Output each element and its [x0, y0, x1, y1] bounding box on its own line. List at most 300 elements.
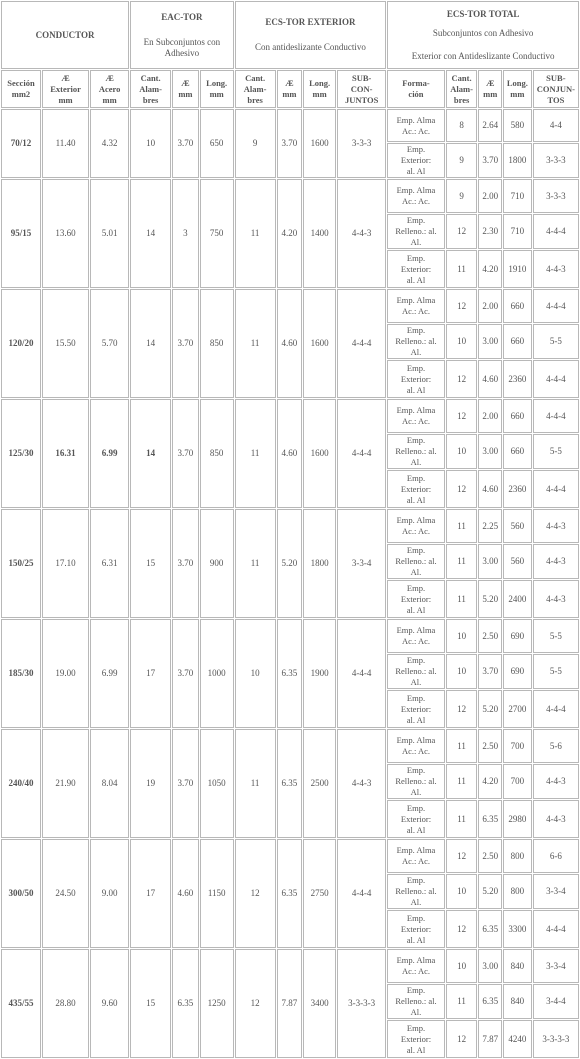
- cell-formacion-line: Emp.: [406, 144, 426, 154]
- col-total-cant-line: bres: [453, 94, 470, 105]
- table-body: [1, 109, 579, 1058]
- cell-eac-diam: 3.70: [172, 509, 199, 618]
- col-ext-diam-line: Æ: [285, 78, 294, 88]
- cell-formacion-line: Al.: [410, 897, 422, 907]
- col-ext-sub: [337, 70, 386, 108]
- cell-ext-sub: 3-3-3-3: [337, 949, 386, 1058]
- cell-ext-long: 2500: [303, 729, 336, 838]
- cell-formacion-line: Exterior:: [400, 593, 432, 604]
- cell-formacion-line: Ac.: Ac.: [401, 526, 431, 536]
- col-total-sub-line: TOS: [547, 94, 565, 105]
- cell-formacion-line: Emp. Alma: [396, 625, 436, 635]
- cell-total-long: 2360: [503, 470, 532, 508]
- cell-formacion: [387, 360, 444, 398]
- col-eac-diam-line: mm: [178, 89, 193, 99]
- cell-total-sub: 3-3-3: [533, 179, 579, 213]
- cell-total-sub: 4-4-3: [533, 544, 579, 579]
- cell-eac-long: 650: [200, 109, 234, 178]
- cell-formacion: [387, 1020, 444, 1058]
- cell-total-long: 2400: [503, 580, 532, 618]
- cell-total-sub: 3-3-3: [533, 143, 579, 178]
- col-seccion-line: mm2: [11, 89, 31, 99]
- cell-total-diam: 2.00: [478, 179, 502, 213]
- col-total-cant-line: Alam-: [450, 83, 473, 94]
- cell-total-sub: 4-4-3: [533, 800, 579, 838]
- cell-exterior: 15.50: [42, 289, 89, 398]
- cell-total-cant: 10: [446, 949, 478, 983]
- cell-formacion: [387, 324, 444, 359]
- cell-total-sub: 5-5: [533, 619, 579, 653]
- cell-total-cant: 12: [446, 214, 478, 249]
- cell-formacion-line: Ac.: Ac.: [401, 856, 431, 866]
- cell-ext-sub: 4-4-4: [337, 399, 386, 508]
- cell-formacion-line: Emp.: [406, 692, 426, 703]
- cell-eac-diam: 3.70: [172, 289, 199, 398]
- cell-ext-sub: 3-3-4: [337, 509, 386, 618]
- cell-formacion: [387, 250, 444, 288]
- cell-total-cant: 11: [446, 729, 478, 763]
- cell-total-long: 700: [503, 764, 532, 799]
- cell-formacion-line: Emp.: [406, 362, 426, 373]
- cell-total-sub: 4-4-3: [533, 580, 579, 618]
- cell-formacion-line: Relleno.: al.: [395, 996, 437, 1006]
- col-acero-line: mm: [102, 94, 117, 105]
- cell-total-cant: 12: [446, 399, 478, 433]
- cell-total-diam: 2.64: [478, 109, 502, 142]
- cell-eac-long: 750: [200, 179, 234, 288]
- col-exterior-line: mm: [58, 94, 73, 105]
- cell-formacion: [387, 690, 444, 728]
- col-ext-sub-line: CON-: [350, 83, 373, 94]
- cell-formacion: [387, 470, 444, 508]
- col-eac-diam: [172, 70, 199, 108]
- cell-total-cant: 10: [446, 324, 478, 359]
- cell-formacion-line: al. Al: [406, 714, 426, 725]
- cell-formacion: [387, 729, 444, 763]
- cell-total-sub: 4-4-3: [533, 250, 579, 288]
- cell-formacion-line: al. Al: [406, 274, 426, 285]
- cell-eac-cant: 14: [130, 399, 171, 508]
- col-formacion-line: ción: [408, 89, 424, 99]
- cell-formacion: [387, 764, 444, 799]
- cell-ext-cant: 12: [235, 839, 276, 948]
- cell-formacion-line: Relleno.: al.: [395, 336, 437, 346]
- cell-total-long: 2980: [503, 800, 532, 838]
- cell-total-sub: 5-5: [533, 654, 579, 689]
- cell-total-sub: 4-4-4: [533, 360, 579, 398]
- cell-formacion: [387, 800, 444, 838]
- table-row: [1, 839, 579, 873]
- cell-formacion-line: Relleno.: al.: [395, 556, 437, 566]
- col-eac-long-line: mm: [209, 89, 224, 99]
- col-total-diam-line: mm: [483, 89, 498, 99]
- col-eac-diam-line: Æ: [181, 78, 190, 88]
- col-total-long-line: mm: [510, 89, 525, 99]
- col-total-sub: [533, 70, 579, 108]
- cell-total-long: 660: [503, 399, 532, 433]
- cell-acero: 4.32: [90, 109, 129, 178]
- cell-ext-long: 1900: [303, 619, 336, 728]
- cell-formacion-line: Al.: [410, 457, 422, 467]
- cell-formacion-line: Al.: [410, 347, 422, 357]
- cell-formacion-line: Ac.: Ac.: [401, 125, 431, 136]
- col-total-long-line: Long.: [506, 78, 528, 88]
- cell-formacion-line: Emp. Alma: [396, 185, 436, 195]
- cell-total-diam: 3.70: [478, 654, 502, 689]
- col-formacion-line: Forma-: [402, 78, 430, 88]
- col-acero-line: Acero: [98, 83, 121, 94]
- col-acero: [90, 70, 129, 108]
- cell-total-cant: 12: [446, 289, 478, 323]
- cell-formacion-line: Emp.: [406, 252, 426, 263]
- cell-formacion: [387, 874, 444, 909]
- cell-formacion: [387, 544, 444, 579]
- cell-total-long: 2360: [503, 360, 532, 398]
- cell-formacion-line: Ac.: Ac.: [401, 196, 431, 206]
- table-row: [1, 179, 579, 213]
- cell-total-sub: 4-4-4: [533, 214, 579, 249]
- cell-formacion: [387, 949, 444, 983]
- cell-formacion: [387, 289, 444, 323]
- cell-total-sub: 4-4-3: [533, 509, 579, 543]
- cell-total-sub: 4-4: [533, 109, 579, 142]
- cell-ext-diam: 4.20: [277, 179, 303, 288]
- header-ecs-exterior-title: ECS-TOR EXTERIOR: [265, 17, 356, 27]
- cell-ext-cant: 11: [235, 179, 276, 288]
- cell-total-cant: 12: [446, 839, 478, 873]
- header-ecs-total-title: ECS-TOR TOTAL: [446, 8, 520, 19]
- cell-formacion-line: Ac.: Ac.: [401, 636, 431, 646]
- cell-total-long: 3300: [503, 910, 532, 948]
- cell-formacion-line: Exterior:: [400, 483, 432, 494]
- cell-total-sub: 4-4-3: [533, 764, 579, 799]
- cell-total-long: 710: [503, 214, 532, 249]
- cell-eac-diam: 3.70: [172, 729, 199, 838]
- cell-ext-cant: 11: [235, 399, 276, 508]
- header-ecs-exterior: [235, 1, 387, 69]
- cell-formacion: [387, 214, 444, 249]
- cell-formacion-line: Emp. Alma: [396, 955, 436, 965]
- cell-formacion-line: Emp.: [406, 545, 426, 555]
- cell-total-cant: 12: [446, 360, 478, 398]
- cell-total-diam: 6.35: [478, 984, 502, 1019]
- cell-total-long: 690: [503, 654, 532, 689]
- header-ecs-total-subtitle-2: Exterior con Antideslizante Conductivo: [411, 50, 555, 61]
- cell-formacion-line: Ac.: Ac.: [401, 306, 431, 316]
- cell-total-cant: 9: [446, 143, 478, 178]
- cell-total-sub: 5-5: [533, 434, 579, 469]
- cell-total-long: 800: [503, 874, 532, 909]
- cell-ext-sub: 4-4-4: [337, 839, 386, 948]
- cell-total-cant: 10: [446, 619, 478, 653]
- cell-seccion: 435/55: [1, 949, 41, 1058]
- cell-ext-long: 1600: [303, 289, 336, 398]
- col-ext-long-line: Long.: [309, 78, 331, 88]
- cell-total-sub: 3-3-3-3: [533, 1020, 579, 1058]
- cell-total-cant: 10: [446, 654, 478, 689]
- cell-ext-sub: 4-4-3: [337, 729, 386, 838]
- col-eac-cant-line: Cant.: [140, 72, 161, 83]
- cell-eac-diam: 3.70: [172, 109, 199, 178]
- cell-total-long: 560: [503, 544, 532, 579]
- cell-total-sub: 4-4-4: [533, 470, 579, 508]
- cell-total-cant: 11: [446, 509, 478, 543]
- col-ext-cant-line: Cant.: [245, 72, 266, 83]
- cell-formacion-line: Emp. Alma: [396, 515, 436, 525]
- cell-formacion-line: Emp.: [406, 985, 426, 995]
- cell-seccion: 185/30: [1, 619, 41, 728]
- header-ecs-total: [387, 1, 579, 69]
- cell-total-cant: 12: [446, 690, 478, 728]
- cell-total-sub: 4-4-4: [533, 289, 579, 323]
- cell-formacion-line: Emp. Alma: [396, 735, 436, 745]
- header-conductor: CONDUCTOR: [1, 1, 129, 69]
- cell-ext-cant: 12: [235, 949, 276, 1058]
- cell-total-diam: 5.20: [478, 690, 502, 728]
- cell-formacion: [387, 984, 444, 1019]
- table-row: [1, 109, 579, 142]
- col-ext-cant: [235, 70, 276, 108]
- cell-total-long: 1910: [503, 250, 532, 288]
- cell-seccion: 70/12: [1, 109, 41, 178]
- col-ext-cant-line: Alam-: [243, 83, 267, 94]
- col-ext-sub-line: JUNTOS: [344, 94, 379, 105]
- cell-total-diam: 6.35: [478, 910, 502, 948]
- cell-ext-cant: 11: [235, 509, 276, 618]
- cell-total-sub: 3-4-4: [533, 984, 579, 1019]
- cell-eac-cant: 19: [130, 729, 171, 838]
- cell-formacion-line: Emp. Alma: [396, 295, 436, 305]
- cell-total-long: 710: [503, 179, 532, 213]
- cell-formacion-line: Exterior:: [400, 923, 432, 934]
- cell-formacion: [387, 619, 444, 653]
- cell-eac-long: 1150: [200, 839, 234, 948]
- cell-total-diam: 3.00: [478, 324, 502, 359]
- cell-formacion-line: al. Al: [406, 494, 426, 505]
- cell-exterior: 21.90: [42, 729, 89, 838]
- cell-total-long: 840: [503, 984, 532, 1019]
- cell-total-long: 2700: [503, 690, 532, 728]
- cell-total-long: 690: [503, 619, 532, 653]
- cell-exterior: 11.40: [42, 109, 89, 178]
- cell-ext-diam: 4.60: [277, 289, 303, 398]
- cell-total-long: 660: [503, 434, 532, 469]
- cell-formacion-line: Emp.: [406, 325, 426, 335]
- cell-total-long: 700: [503, 729, 532, 763]
- cell-total-long: 4240: [503, 1020, 532, 1058]
- cell-formacion-line: Ac.: Ac.: [401, 416, 431, 426]
- cell-eac-long: 1050: [200, 729, 234, 838]
- cell-eac-cant: 10: [130, 109, 171, 178]
- col-ext-cant-line: bres: [247, 94, 263, 105]
- cell-total-long: 560: [503, 509, 532, 543]
- cell-formacion-line: Al.: [410, 787, 422, 797]
- cell-ext-diam: 3.70: [277, 109, 303, 178]
- col-total-cant: [446, 70, 478, 108]
- cell-ext-long: 1600: [303, 109, 336, 178]
- cell-formacion: [387, 839, 444, 873]
- cell-formacion-line: Emp.: [406, 472, 426, 483]
- cell-formacion: [387, 143, 444, 178]
- col-total-diam: [478, 70, 502, 108]
- cell-formacion-line: Emp.: [406, 215, 426, 225]
- cell-ext-diam: 6.35: [277, 729, 303, 838]
- col-total-cant-line: Cant.: [451, 72, 472, 83]
- cell-total-cant: 11: [446, 544, 478, 579]
- table-row: [1, 399, 579, 433]
- cell-formacion: [387, 399, 444, 433]
- cell-formacion: [387, 109, 444, 142]
- cell-formacion-line: Emp.: [406, 802, 426, 813]
- cell-seccion: 300/50: [1, 839, 41, 948]
- cell-total-sub: 5-6: [533, 729, 579, 763]
- cell-acero: 8.04: [90, 729, 129, 838]
- cell-formacion-line: Emp. Alma: [396, 405, 436, 415]
- cell-total-cant: 12: [446, 470, 478, 508]
- cell-total-sub: 6-6: [533, 839, 579, 873]
- cell-seccion: 240/40: [1, 729, 41, 838]
- cell-total-diam: 2.50: [478, 619, 502, 653]
- cell-total-sub: 4-4-4: [533, 690, 579, 728]
- cell-total-cant: 9: [446, 179, 478, 213]
- col-total-diam-line: Æ: [485, 78, 495, 88]
- cell-total-diam: 3.00: [478, 544, 502, 579]
- cell-formacion-line: al. Al: [406, 384, 426, 395]
- cell-ext-long: 2750: [303, 839, 336, 948]
- cell-total-cant: 12: [446, 1020, 478, 1058]
- header-eac-tor-title: EAC-TOR: [161, 11, 203, 22]
- cell-total-diam: 5.20: [478, 580, 502, 618]
- cell-total-long: 660: [503, 324, 532, 359]
- cell-formacion-line: Al.: [410, 237, 422, 247]
- table-row: [1, 619, 579, 653]
- cell-total-cant: 12: [446, 910, 478, 948]
- cell-ext-diam: 7.87: [277, 949, 303, 1058]
- cell-acero: 5.01: [90, 179, 129, 288]
- col-eac-long: [200, 70, 234, 108]
- cell-formacion-line: al. Al: [406, 604, 426, 615]
- cell-formacion-line: Exterior:: [400, 263, 432, 274]
- cell-total-diam: 4.60: [478, 360, 502, 398]
- cell-formacion-line: Emp.: [406, 435, 426, 445]
- cell-total-diam: 7.87: [478, 1020, 502, 1058]
- col-eac-cant-line: Alam-: [139, 83, 162, 94]
- cell-total-diam: 2.30: [478, 214, 502, 249]
- col-eac-cant: [130, 70, 171, 108]
- cell-formacion-line: Emp. Alma: [396, 845, 436, 855]
- cell-total-diam: 5.20: [478, 874, 502, 909]
- cell-total-sub: 4-4-4: [533, 399, 579, 433]
- cell-total-cant: 11: [446, 764, 478, 799]
- cell-formacion-line: Al.: [410, 677, 422, 687]
- cell-formacion: [387, 179, 444, 213]
- cell-formacion-line: Relleno.: al.: [395, 886, 437, 896]
- cell-total-cant: 11: [446, 984, 478, 1019]
- col-eac-cant-line: bres: [142, 94, 159, 105]
- cell-formacion-line: Ac.: Ac.: [401, 746, 431, 756]
- col-seccion-line: Sección: [7, 78, 35, 88]
- cell-total-diam: 2.50: [478, 839, 502, 873]
- cell-ext-sub: 4-4-4: [337, 619, 386, 728]
- cell-exterior: 13.60: [42, 179, 89, 288]
- cell-formacion-line: Relleno.: al.: [395, 776, 437, 786]
- cell-total-sub: 3-3-4: [533, 874, 579, 909]
- col-exterior-line: Æ: [61, 72, 70, 83]
- cell-total-diam: 4.60: [478, 470, 502, 508]
- cell-exterior: 16.31: [42, 399, 89, 508]
- col-ext-sub-line: SUB-: [351, 72, 372, 83]
- cell-total-diam: 3.00: [478, 949, 502, 983]
- cell-eac-cant: 14: [130, 289, 171, 398]
- header-ecs-exterior-subtitle: Con antideslizante Conductivo: [254, 42, 366, 52]
- cell-formacion-line: Ac.: Ac.: [401, 966, 431, 976]
- cell-formacion-line: Exterior:: [400, 373, 432, 384]
- header-ecs-total-subtitle-1: Subconjuntos con Adhesivo: [432, 27, 534, 38]
- cell-eac-diam: 3: [172, 179, 199, 288]
- cell-eac-cant: 15: [130, 509, 171, 618]
- cell-seccion: 120/20: [1, 289, 41, 398]
- cell-eac-long: 900: [200, 509, 234, 618]
- col-seccion: [1, 70, 41, 108]
- cell-ext-sub: 4-4-3: [337, 179, 386, 288]
- cell-total-sub: 4-4-4: [533, 910, 579, 948]
- cell-ext-long: 1400: [303, 179, 336, 288]
- cell-total-cant: 11: [446, 250, 478, 288]
- cell-eac-long: 850: [200, 289, 234, 398]
- col-ext-diam: [277, 70, 303, 108]
- table-row: [1, 289, 579, 323]
- cell-eac-long: 850: [200, 399, 234, 508]
- cell-acero: 6.99: [90, 619, 129, 728]
- cell-total-sub: 5-5: [533, 324, 579, 359]
- cell-formacion-line: al. Al: [406, 1044, 426, 1055]
- cell-ext-long: 1800: [303, 509, 336, 618]
- cell-formacion-line: Al.: [410, 1007, 422, 1017]
- table-row: [1, 729, 579, 763]
- cell-formacion-line: Exterior:: [400, 1033, 432, 1044]
- table-row: [1, 949, 579, 983]
- cell-formacion-line: Exterior:: [400, 703, 432, 714]
- column-header-row: [1, 70, 579, 108]
- cell-eac-cant: 17: [130, 839, 171, 948]
- col-formacion: [387, 70, 444, 108]
- cell-seccion: 125/30: [1, 399, 41, 508]
- cell-total-long: 840: [503, 949, 532, 983]
- cell-ext-cant: 10: [235, 619, 276, 728]
- cell-formacion-line: al. Al: [406, 934, 426, 945]
- cell-acero: 9.60: [90, 949, 129, 1058]
- cell-eac-cant: 17: [130, 619, 171, 728]
- cell-formacion: [387, 580, 444, 618]
- cell-formacion-line: al. Al: [406, 166, 426, 176]
- cell-formacion-line: al. Al: [406, 824, 426, 835]
- cell-exterior: 19.00: [42, 619, 89, 728]
- cell-total-cant: 11: [446, 800, 478, 838]
- cell-total-cant: 10: [446, 434, 478, 469]
- cell-total-long: 580: [503, 109, 532, 142]
- cell-total-diam: 3.00: [478, 434, 502, 469]
- cell-formacion: [387, 509, 444, 543]
- cell-eac-diam: 3.70: [172, 399, 199, 508]
- cell-formacion-line: Emp.: [406, 875, 426, 885]
- cell-formacion-line: Relleno.: al.: [395, 446, 437, 456]
- cell-ext-diam: 5.20: [277, 509, 303, 618]
- cell-ext-long: 1600: [303, 399, 336, 508]
- header-eac-tor-subtitle: En Subconjuntos con Adhesivo: [143, 36, 221, 58]
- cell-acero: 9.00: [90, 839, 129, 948]
- cell-formacion: [387, 654, 444, 689]
- cell-ext-sub: 3-3-3: [337, 109, 386, 178]
